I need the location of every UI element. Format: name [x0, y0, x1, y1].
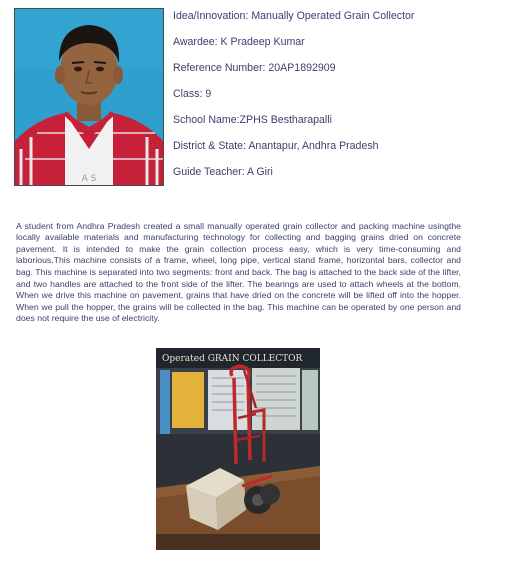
district-state: District & State: Anantapur, Andhra Pradesh [173, 140, 379, 152]
project-description: A student from Andhra Pradesh created a small manually operated grain collector and packing machine usingthe locally available materials and manufacturing technology for collecting and bagging grains dried on concrete pavement. It is intended to make the grain collection process easy, which is very time-consuming and laborious.This machine consists of a frame, wheel, long pipe, vertical stand frame, horizontal bars, collector and bag. This machine is separated into two segments: front and back. The bag is attached to the back side of the lifter, and two handles are attached to the front side of the lifter. The bearings are used to attach wheels at the bottom. When we drive this machine on pavement, grains that have dried on the concrete will be lifted off into the hopper. When we pull the hopper, the grains will be collected in the bag. This machine can be operated by one person and does not require the use of electricity. [16, 220, 461, 324]
class-info: Class: 9 [173, 88, 212, 100]
photo-banner-text: Operated GRAIN COLLECTOR [162, 354, 303, 364]
awardee-portrait [14, 8, 164, 186]
guide-teacher: Guide Teacher: A Giri [173, 166, 273, 178]
award-details [173, 10, 503, 192]
idea-title: Idea/Innovation: Manually Operated Grain Collector [173, 10, 415, 22]
school-name: School Name:ZPHS Bestharapalli [173, 114, 332, 126]
project-photo [156, 348, 320, 550]
shirt-logo-text: A S [81, 174, 97, 184]
awardee-name: Awardee: K Pradeep Kumar [173, 36, 305, 48]
reference-number: Reference Number: 20AP1892909 [173, 62, 336, 74]
